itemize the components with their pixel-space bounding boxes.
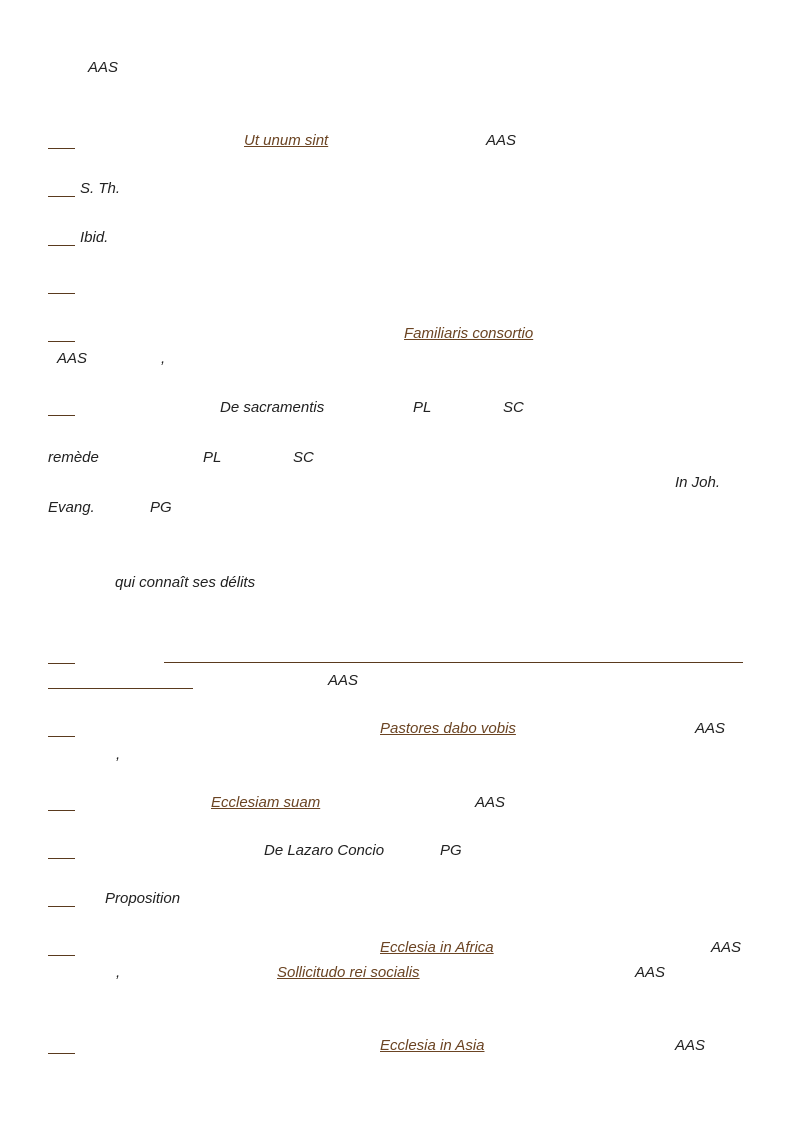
text-fragment: SC — [503, 399, 524, 416]
text-fragment: In Joh. — [675, 474, 721, 491]
text-fragment: AAS — [695, 720, 726, 737]
text-fragment: PG — [150, 499, 172, 516]
text-fragment: Ibid. — [80, 229, 109, 246]
link-ecclesia-in-africa[interactable]: Ecclesia in Africa — [380, 939, 494, 956]
footnote-marker — [48, 415, 75, 416]
text-fragment: , — [116, 964, 121, 981]
footnote-marker — [48, 663, 75, 664]
text-fragment: AAS — [475, 794, 506, 811]
footnote-marker — [48, 810, 75, 811]
footnote-marker — [48, 906, 75, 907]
text-fragment: , — [116, 746, 121, 763]
footnote-marker — [48, 736, 75, 737]
link-familiaris-consortio[interactable]: Familiaris consortio — [404, 325, 534, 342]
link-ecclesia-in-asia[interactable]: Ecclesia in Asia — [380, 1037, 485, 1054]
text-fragment: AAS — [328, 672, 359, 689]
underline-rule — [48, 688, 193, 689]
footnote-marker — [48, 148, 75, 149]
link-pastores-dabo-vobis[interactable]: Pastores dabo vobis — [380, 720, 516, 737]
text-fragment: Proposition — [105, 890, 181, 907]
link-sollicitudo-rei-socialis[interactable]: Sollicitudo rei socialis — [277, 964, 420, 981]
link-ecclesiam-suam[interactable]: Ecclesiam suam — [211, 794, 321, 811]
text-fragment: AAS — [635, 964, 666, 981]
footnote-marker — [48, 341, 75, 342]
text-fragment: S. Th. — [80, 180, 121, 197]
text-fragment: De Lazaro Concio — [264, 842, 385, 859]
footnote-marker — [48, 1053, 75, 1054]
text-fragment: SC — [293, 449, 314, 466]
text-fragment: AAS — [57, 350, 88, 367]
text-fragment: AAS — [675, 1037, 706, 1054]
text-fragment: remède — [48, 449, 99, 466]
text-fragment: , — [161, 350, 166, 367]
text-fragment: AAS — [486, 132, 517, 149]
footnote-marker — [48, 196, 75, 197]
text-fragment: PL — [413, 399, 432, 416]
text-fragment: PL — [203, 449, 222, 466]
underline-rule — [164, 662, 743, 663]
text-fragment: qui connaît ses délits — [115, 574, 256, 591]
text-fragment: De sacramentis — [220, 399, 325, 416]
footnote-marker — [48, 858, 75, 859]
footnote-marker — [48, 245, 75, 246]
text-fragment: AAS — [88, 59, 119, 76]
text-fragment: Evang. — [48, 499, 95, 516]
footnote-marker — [48, 293, 75, 294]
footnote-marker — [48, 955, 75, 956]
text-fragment: PG — [440, 842, 462, 859]
link-ut-unum-sint[interactable]: Ut unum sint — [244, 132, 329, 149]
text-fragment: AAS — [711, 939, 742, 956]
